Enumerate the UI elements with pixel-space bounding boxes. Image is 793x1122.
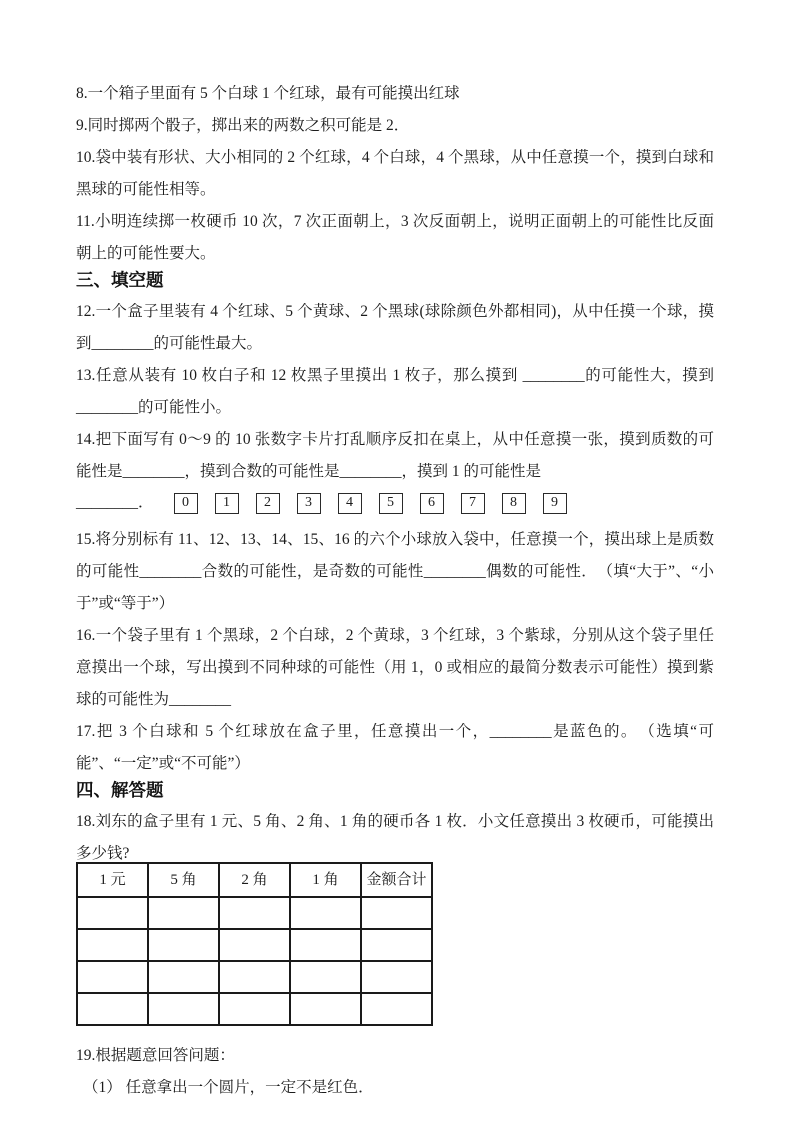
table-row bbox=[77, 961, 432, 993]
table-cell bbox=[77, 897, 148, 929]
table-header-1-yuan: 1 元 bbox=[77, 863, 148, 897]
question-13: 13.任意从装有 10 枚白子和 12 枚黑子里摸出 1 枚子，那么摸到 ________的可能性大，摸到________的可能性小。 bbox=[76, 367, 714, 416]
table-header-2-jiao: 2 角 bbox=[219, 863, 290, 897]
coins-table-body bbox=[77, 897, 432, 1025]
table-cell bbox=[219, 993, 290, 1025]
table-cell bbox=[290, 897, 361, 929]
question-18: 18.刘东的盒子里有 1 元、5 角、2 角、1 角的硬币各 1 枚．小文任意摸出 3 枚硬币，可能摸出多少钱? bbox=[76, 813, 714, 862]
table-cell bbox=[361, 993, 432, 1025]
worksheet-page bbox=[76, 78, 714, 1104]
table-cell bbox=[77, 929, 148, 961]
table-cell bbox=[361, 961, 432, 993]
digit-card-8: 8 bbox=[502, 493, 526, 514]
section-heading-solve: 四、解答题 bbox=[76, 780, 164, 800]
table-cell bbox=[77, 961, 148, 993]
table-cell bbox=[219, 897, 290, 929]
digit-card-5: 5 bbox=[379, 493, 403, 514]
digit-card-0: 0 bbox=[174, 493, 198, 514]
table-cell bbox=[361, 929, 432, 961]
table-header-1-jiao: 1 角 bbox=[290, 863, 361, 897]
digit-cards bbox=[174, 493, 567, 514]
question-9: 9.同时掷两个骰子，掷出来的两数之积可能是 2． bbox=[76, 117, 410, 134]
table-header-row bbox=[77, 863, 432, 897]
section-heading-fill-in: 三、填空题 bbox=[76, 270, 164, 290]
digit-card-9: 9 bbox=[543, 493, 567, 514]
table-cell bbox=[290, 929, 361, 961]
table-cell bbox=[148, 929, 219, 961]
digit-card-3: 3 bbox=[297, 493, 321, 514]
table-cell bbox=[361, 897, 432, 929]
table-cell bbox=[148, 897, 219, 929]
question-19-part-1: （1） 任意拿出一个圆片，一定不是红色． bbox=[83, 1079, 374, 1096]
digit-card-1: 1 bbox=[215, 493, 239, 514]
digit-card-7: 7 bbox=[461, 493, 485, 514]
question-15: 15.将分别标有 11、12、13、14、15、16 的六个小球放入袋中，任意摸一个，摸出球上是质数的可能性________合数的可能性，是奇数的可能性________偶数的可能性． （填“大于”、“小于”或“等于”） bbox=[76, 531, 714, 612]
table-row bbox=[77, 993, 432, 1025]
table-cell bbox=[219, 929, 290, 961]
coins-table bbox=[76, 862, 433, 1026]
table-cell bbox=[290, 961, 361, 993]
question-16: 16.一个袋子里有 1 个黑球，2 个白球，2 个黄球，3 个红球，3 个紫球，分别从这个袋子里任意摸出一个球，写出摸到不同种球的可能性（用 1，0 或相应的最简分数表示可能性）摸到紫球的可能性为________ bbox=[76, 627, 714, 708]
digit-card-6: 6 bbox=[420, 493, 444, 514]
question-14: 14.把下面写有 0～9 的 10 张数字卡片打乱顺序反扣在桌上，从中任意摸一张，摸到质数的可能性是________，摸到合数的可能性是________，摸到 1 的可能性是 bbox=[76, 431, 714, 480]
question-14-card-row bbox=[76, 488, 714, 518]
question-10: 10.袋中装有形状、大小相同的 2 个红球，4 个白球，4 个黑球，从中任意摸一个，摸到白球和黑球的可能性相等。 bbox=[76, 149, 714, 198]
question-19: 19.根据题意回答问题： bbox=[76, 1047, 235, 1064]
table-row bbox=[77, 897, 432, 929]
question-12: 12.一个盒子里装有 4 个红球、5 个黄球、2 个黑球(球除颜色外都相同)，从中任摸一个球，摸到________的可能性最大。 bbox=[76, 303, 714, 352]
table-header-5-jiao: 5 角 bbox=[148, 863, 219, 897]
table-cell bbox=[148, 961, 219, 993]
digit-card-4: 4 bbox=[338, 493, 362, 514]
question-11: 11.小明连续掷一枚硬币 10 次，7 次正面朝上，3 次反面朝上，说明正面朝上的可能性比反面朝上的可能性要大。 bbox=[76, 213, 714, 262]
table-cell bbox=[148, 993, 219, 1025]
question-14-last-blank: ________． bbox=[76, 494, 154, 511]
table-row bbox=[77, 929, 432, 961]
table-cell bbox=[77, 993, 148, 1025]
table-header-total: 金额合计 bbox=[361, 863, 432, 897]
digit-card-2: 2 bbox=[256, 493, 280, 514]
table-cell bbox=[290, 993, 361, 1025]
question-8: 8.一个箱子里面有 5 个白球 1 个红球，最有可能摸出红球 bbox=[76, 85, 460, 102]
table-cell bbox=[219, 961, 290, 993]
coins-table-header bbox=[77, 863, 432, 897]
question-17: 17.把 3 个白球和 5 个红球放在盒子里，任意摸出一个，________是蓝色的。 （选填“可能”、“一定”或“不可能”） bbox=[76, 723, 714, 772]
